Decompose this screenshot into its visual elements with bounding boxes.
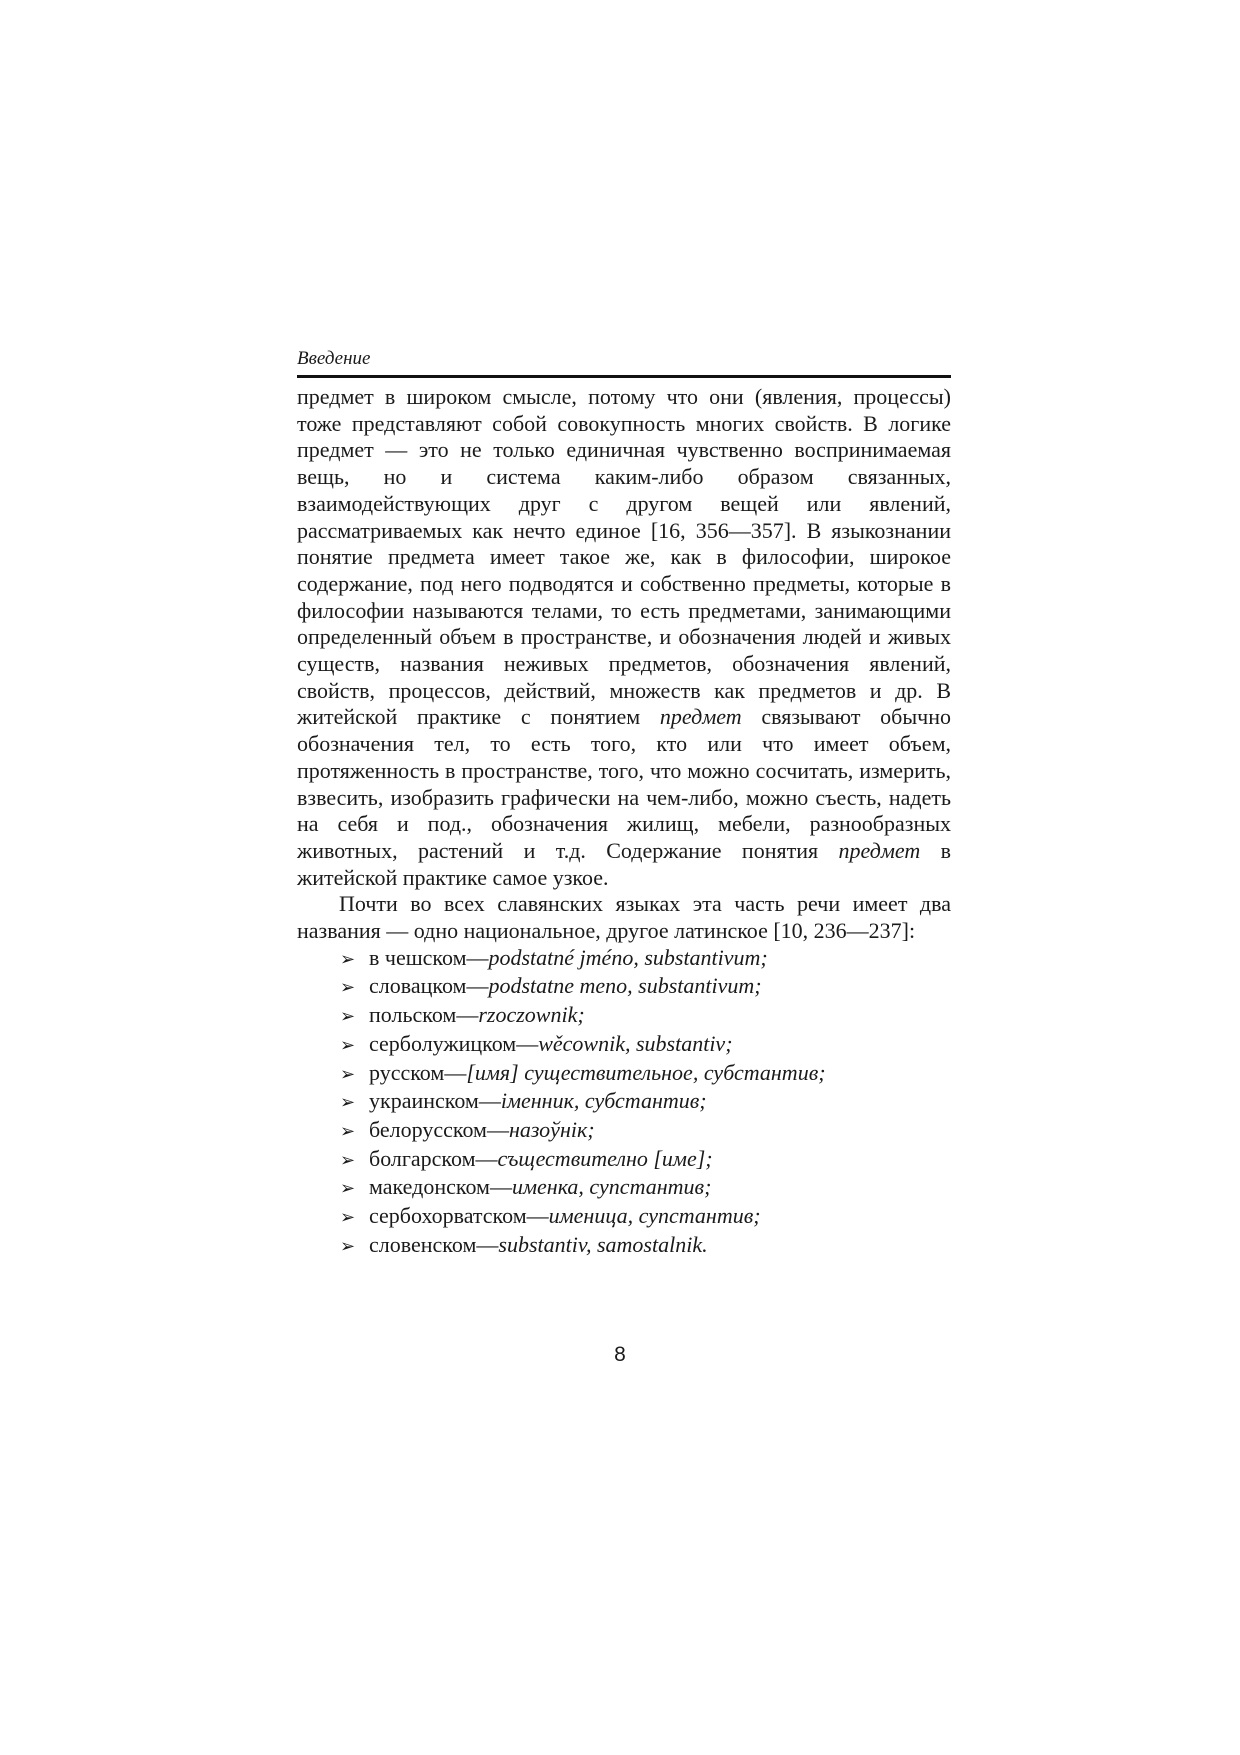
list-item-names: substantiv, samostalnik. <box>498 1231 708 1257</box>
list-item-language: сербохорватском <box>369 1203 527 1229</box>
arrow-bullet-icon: ➢ <box>340 1092 356 1114</box>
list-item <box>340 1002 951 1031</box>
list-item-dash: — <box>486 1116 509 1142</box>
list-item-language: серболужицком <box>369 1030 517 1056</box>
list-item-dash: — <box>456 1002 479 1028</box>
list-item-language: белорусском <box>369 1116 487 1142</box>
list-item-names: именица, супстантив; <box>548 1203 761 1229</box>
paragraph-1-text-c: в житейской практике самое узкое. <box>297 837 952 890</box>
arrow-bullet-icon: ➢ <box>340 1235 356 1257</box>
list-item <box>340 1174 951 1203</box>
arrow-bullet-icon: ➢ <box>340 1006 356 1028</box>
list-item <box>340 1031 951 1060</box>
paragraph-1-text-b: связывают обычно обозначения тел, то есть того, кто или что имеет объем, протяженность в пространстве, того, что можно сосчитать, измерить, взвесить, изобразить графически на чем-либо, можно съесть, надеть на себя и под., обозначения жилищ, мебели, разнообразных животных, растений и т.д. Содержание понятия <box>297 704 951 863</box>
list-item <box>340 1232 951 1261</box>
language-list <box>297 945 951 1261</box>
list-item-language: украинском <box>369 1088 479 1114</box>
arrow-bullet-icon: ➢ <box>340 1149 356 1171</box>
paragraph-1 <box>297 384 951 891</box>
list-item-language: русском <box>369 1059 445 1085</box>
list-item-language: польском <box>369 1002 457 1028</box>
list-item <box>340 1203 951 1232</box>
arrow-bullet-icon: ➢ <box>340 977 356 999</box>
list-item-dash: — <box>466 973 489 999</box>
list-item-dash: — <box>516 1030 539 1056</box>
list-item <box>340 973 951 1002</box>
list-item <box>340 1146 951 1175</box>
list-item-names: wěcownik, substantiv; <box>538 1030 733 1056</box>
term-predmet-2: предмет <box>838 837 921 863</box>
arrow-bullet-icon: ➢ <box>340 1063 356 1085</box>
list-item-names: podstatne meno, substantivum; <box>488 973 762 999</box>
list-item-names: [имя] существительное, субстантив; <box>466 1059 826 1085</box>
paragraph-1-text-a: предмет в широком смысле, потому что они (явления, процессы) тоже представляют собой совокупность многих свойств. В логике предмет — это не только единичная чувственно воспринимаемая вещь, но и система каким-либо образом связанных, взаимодействующих друг с другом вещей или явлений, рассматриваемых как нечто единое [16, 356—357]. В языкознании понятие предмета имеет такое же, как в философии, широкое содержание, под него подводятся и собственно предметы, которые в философии называются телами, то есть предметами, занимающими определенный объем в пространстве, и обозначения людей и живых существ, названия неживых предметов, обозначения явлений, свойств, процессов, действий, множеств как предметов и др. В житейской практике с понятием <box>297 384 951 730</box>
arrow-bullet-icon: ➢ <box>340 1034 356 1056</box>
list-item-language: в чешском <box>369 944 467 970</box>
list-item-names: іменник, субстантив; <box>500 1088 707 1114</box>
list-item-dash: — <box>475 1145 498 1171</box>
list-item-names: rzoczownik; <box>478 1002 585 1028</box>
list-item-names: съществително [име]; <box>497 1145 713 1171</box>
arrow-bullet-icon: ➢ <box>340 948 356 970</box>
list-item-names: именка, супстантив; <box>511 1174 712 1200</box>
arrow-bullet-icon: ➢ <box>340 1207 356 1229</box>
term-predmet-1: предмет <box>659 704 742 730</box>
list-item-dash: — <box>526 1203 549 1229</box>
arrow-bullet-icon: ➢ <box>340 1178 356 1200</box>
list-item-language: словенском <box>369 1231 477 1257</box>
list-item <box>340 945 951 974</box>
page-body <box>297 346 951 1261</box>
list-item-language: словацком <box>369 973 467 999</box>
list-item-dash: — <box>478 1088 501 1114</box>
list-item-dash: — <box>444 1059 467 1085</box>
list-item <box>340 1060 951 1089</box>
arrow-bullet-icon: ➢ <box>340 1120 356 1142</box>
page-number: 8 <box>614 1343 626 1366</box>
list-item-language: болгарском <box>369 1145 476 1171</box>
list-item-names: podstatné jméno, substantivum; <box>488 944 768 970</box>
list-item-names: назоўнік; <box>508 1116 595 1142</box>
list-item <box>340 1088 951 1117</box>
list-item-dash: — <box>489 1174 512 1200</box>
list-item-language: македонском <box>369 1174 490 1200</box>
paragraph-2: Почти во всех славянских языках эта часть речи имеет два названия — одно национальное, другое латинское [10, 236—237]: <box>297 891 951 944</box>
list-item <box>340 1117 951 1146</box>
list-item-dash: — <box>476 1231 499 1257</box>
list-item-dash: — <box>466 944 489 970</box>
running-head: Введение <box>297 346 951 378</box>
